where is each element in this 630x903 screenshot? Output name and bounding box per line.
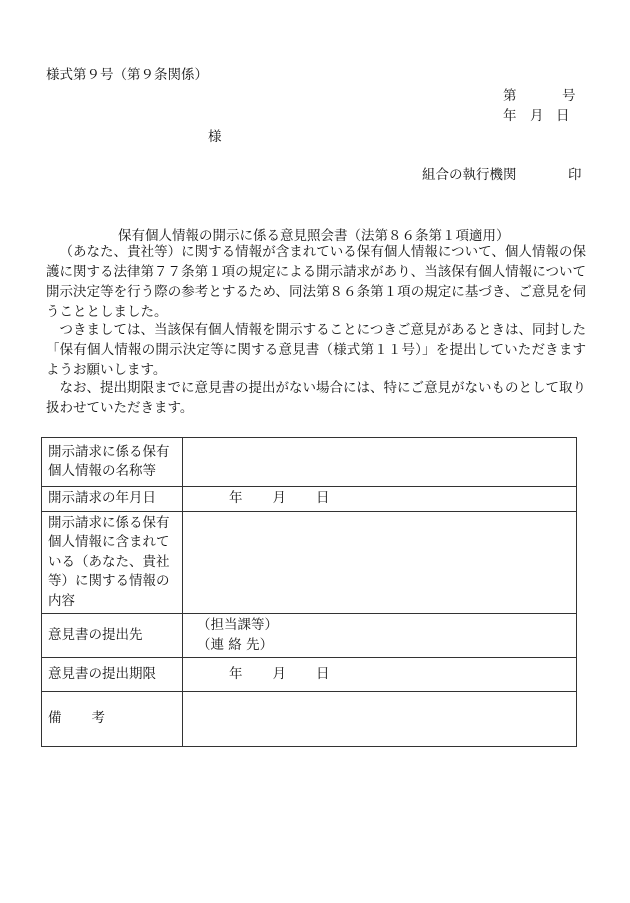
contact-telephone: （連 絡 先） — [197, 636, 274, 653]
table-row — [42, 658, 577, 692]
label-remarks — [42, 692, 183, 747]
label-info-content: 開示請求に係る保有個人情報に含まれている（あなた、貴社等）に関する情報の内容 — [42, 511, 183, 614]
label-submission-deadline: 意見書の提出期限 — [42, 658, 183, 692]
label-request-date: 開示請求の年月日 — [42, 487, 183, 512]
request-date-year: 年 — [229, 490, 243, 506]
remarks-char-1: 備 — [48, 710, 62, 727]
body-paragraph-1: （あなた、貴社等）に関する情報が含まれている保有個人情報について、個人情報の保護に関する法律第７７条第１項の規定による開示請求があり、当該保有個人情報について開示決定等を行う際の参考とするため、同法第８６条第１項の規定に基づき、ご意見を伺うこととしました。 — [46, 244, 586, 320]
body-paragraph-3: なお、提出期限までに意見書の提出がない場合には、特にご意見がないものとして取り扱わせていただきます。 — [46, 380, 586, 416]
value-remarks — [183, 692, 577, 747]
value-submission-destination — [183, 614, 577, 658]
request-date-month: 月 — [272, 490, 286, 506]
info-table — [41, 437, 577, 747]
table-row — [42, 614, 577, 658]
doc-number-suffix: 号 — [562, 88, 576, 104]
deadline-month: 月 — [272, 665, 286, 682]
date-year: 年 — [503, 108, 517, 124]
value-info-content — [183, 511, 577, 614]
document-title: 保有個人情報の開示に係る意見照会書（法第８６条第１項適用） — [118, 228, 510, 244]
label-requested-info-name: 開示請求に係る保有個人情報の名称等 — [42, 438, 183, 487]
body-paragraph-2: つきましては、当該保有個人情報を開示することにつきご意見があるときは、同封した「保有個人情報の開示決定等に関する意見書（様式第１１号）」を提出していただきますようお願いします。 — [46, 322, 586, 378]
remarks-char-2: 考 — [91, 710, 105, 727]
date-day: 日 — [556, 108, 570, 124]
deadline-year: 年 — [229, 665, 243, 682]
table-row — [42, 487, 577, 512]
request-date-day: 日 — [316, 490, 330, 506]
sender-name: 組合の執行機関 — [422, 167, 517, 183]
seal-mark: 印 — [568, 167, 582, 183]
label-submission-destination: 意見書の提出先 — [42, 614, 183, 658]
contact-department: （担当課等） — [197, 617, 278, 633]
table-row — [42, 511, 577, 614]
table-row — [42, 692, 577, 747]
table-row — [42, 438, 577, 487]
value-submission-deadline — [183, 658, 577, 692]
doc-number-label: 第 — [503, 88, 517, 104]
value-request-date — [183, 487, 577, 512]
addressee-suffix: 様 — [208, 129, 222, 145]
value-requested-info-name — [183, 438, 577, 487]
date-month: 月 — [530, 108, 544, 124]
form-number: 様式第９号（第９条関係） — [46, 67, 208, 83]
deadline-day: 日 — [316, 665, 330, 682]
